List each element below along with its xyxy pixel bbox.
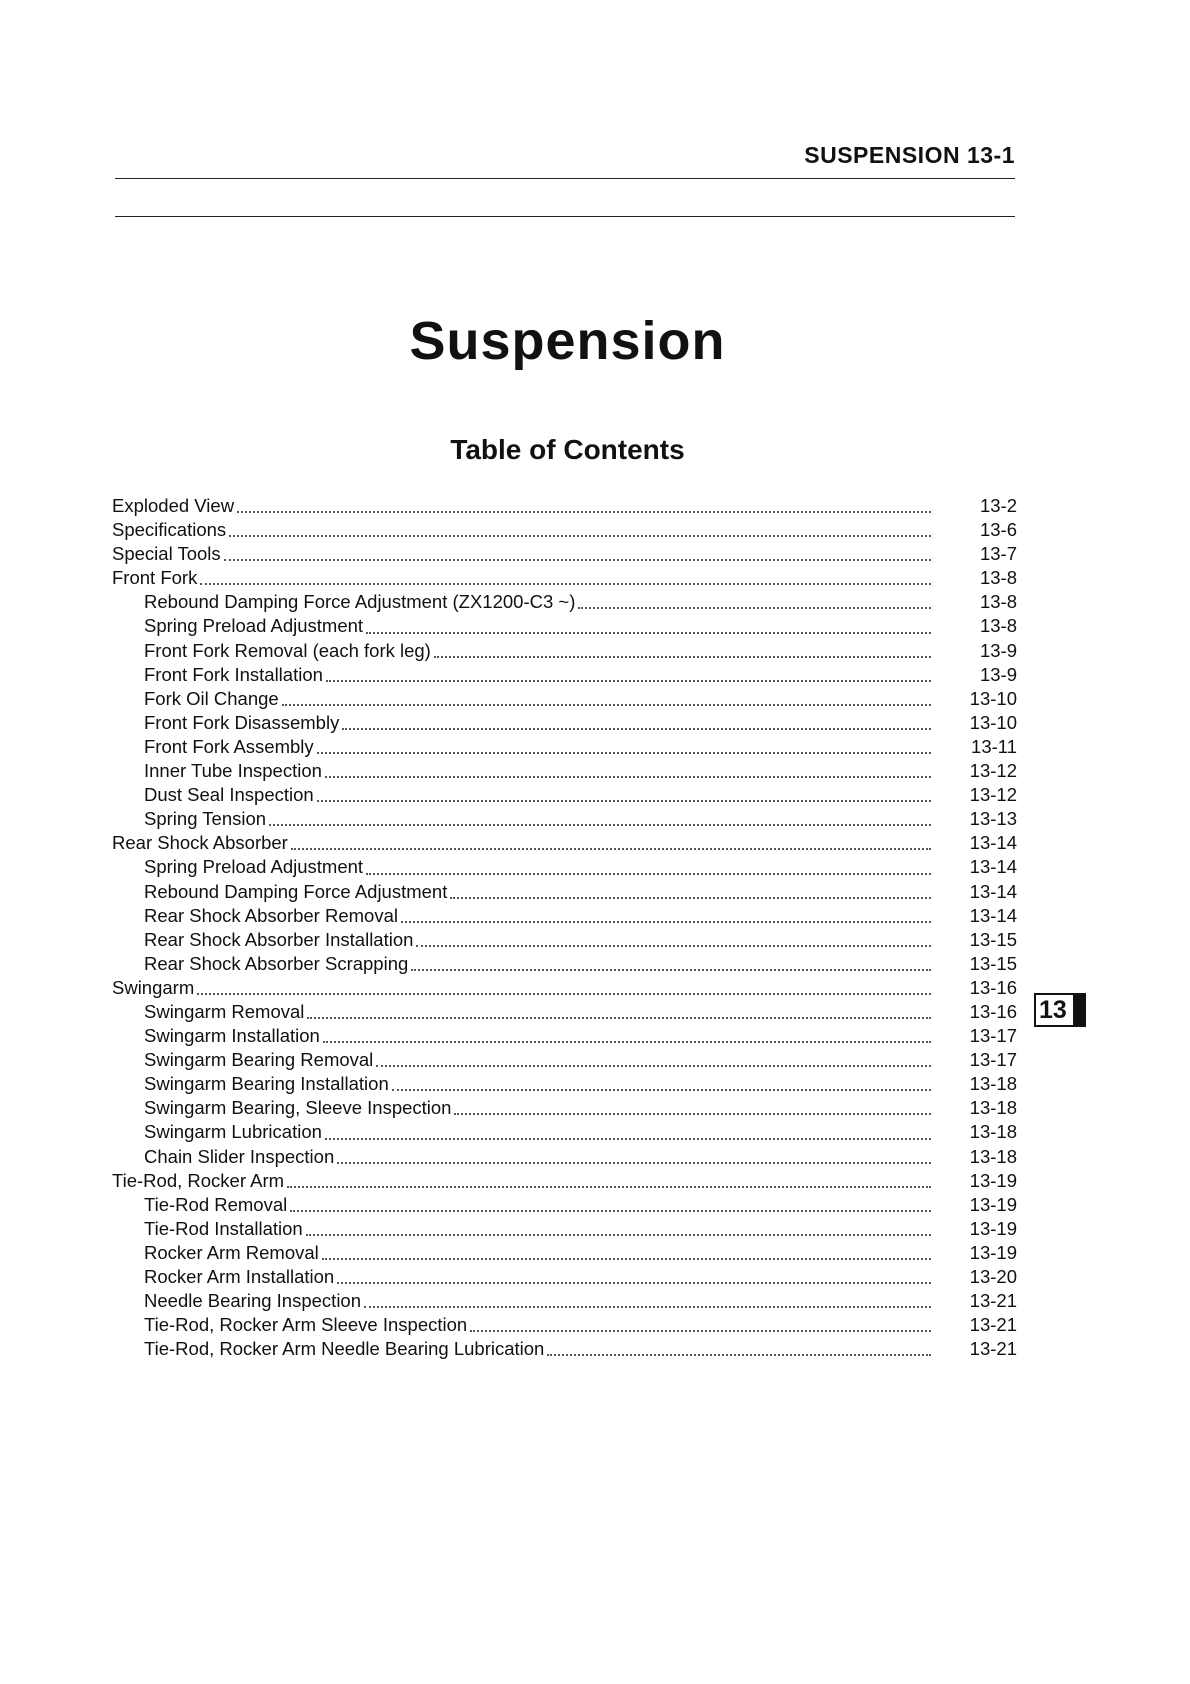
toc-entry[interactable]	[112, 831, 1017, 855]
toc-entry[interactable]	[112, 904, 1017, 928]
toc-entry-label: Fork Oil Change	[144, 687, 279, 709]
toc-entry[interactable]	[112, 1145, 1017, 1169]
toc-entry-label: Rear Shock Absorber Scrapping	[144, 952, 409, 974]
chapter-title: Suspension	[409, 311, 726, 371]
toc-entry-label: Swingarm Lubrication	[144, 1121, 322, 1143]
toc-leader-dots	[470, 1330, 931, 1332]
toc-entry-label: Swingarm Installation	[144, 1025, 320, 1047]
toc-entry-page: 13-9	[979, 663, 1017, 685]
toc-entry[interactable]	[112, 590, 1017, 614]
toc-leader-dots	[287, 1186, 931, 1188]
toc-entry-page: 13-10	[969, 711, 1017, 733]
toc-entry-page: 13-14	[969, 904, 1017, 926]
toc-entry-page: 13-17	[969, 1025, 1017, 1047]
toc-entry-label: Rebound Damping Force Adjustment (ZX1200-C3 ~)	[144, 591, 576, 613]
toc-entry-label: Spring Preload Adjustment	[144, 615, 364, 637]
toc-leader-dots	[376, 1065, 931, 1067]
toc-leader-dots	[322, 1258, 931, 1260]
toc-leader-dots	[326, 680, 931, 682]
toc-entry[interactable]	[112, 711, 1017, 735]
toc-entry-page: 13-21	[969, 1314, 1017, 1336]
toc-entry[interactable]	[112, 928, 1017, 952]
toc-entry-label: Front Fork Disassembly	[144, 711, 340, 733]
toc-leader-dots	[282, 704, 931, 706]
toc-leader-dots	[342, 728, 931, 730]
toc-entry[interactable]	[112, 1000, 1017, 1024]
toc-entry-page: 13-16	[969, 976, 1017, 998]
toc-entry[interactable]	[112, 1024, 1017, 1048]
toc-leader-dots	[325, 1138, 931, 1140]
toc-leader-dots	[547, 1354, 931, 1356]
toc-leader-dots	[416, 945, 931, 947]
toc-entry-page: 13-7	[979, 543, 1017, 565]
toc-entry[interactable]	[112, 880, 1017, 904]
toc-entry-page: 13-6	[979, 519, 1017, 541]
toc-entry-label: Front Fork Assembly	[144, 735, 314, 757]
toc-entry-label: Inner Tube Inspection	[144, 760, 322, 782]
toc-entry-page: 13-19	[969, 1241, 1017, 1263]
chapter-tab-marker	[1073, 995, 1084, 1025]
toc-entry-label: Spring Preload Adjustment	[144, 856, 364, 878]
toc-entry[interactable]	[112, 1265, 1017, 1289]
toc-leader-dots	[237, 511, 931, 513]
toc-leader-dots	[306, 1234, 931, 1236]
toc-entry-label: Rebound Damping Force Adjustment	[144, 880, 448, 902]
toc-entry[interactable]	[112, 1120, 1017, 1144]
toc-leader-dots	[337, 1282, 931, 1284]
chapter-tab	[1034, 993, 1086, 1027]
toc-entry-label: Rocker Arm Removal	[144, 1241, 319, 1263]
toc-entry-page: 13-21	[969, 1338, 1017, 1360]
toc-entry-label: Spring Tension	[144, 808, 267, 830]
toc-entry-page: 13-9	[979, 639, 1017, 661]
toc-leader-dots	[317, 800, 931, 802]
toc-entry-page: 13-19	[969, 1169, 1017, 1191]
toc-entry-label: Dust Seal Inspection	[144, 784, 314, 806]
toc-leader-dots	[269, 824, 931, 826]
header-rule-top	[115, 178, 1015, 179]
toc-leader-dots	[337, 1162, 931, 1164]
toc-entry-page: 13-21	[969, 1290, 1017, 1312]
toc-leader-dots	[291, 848, 931, 850]
toc-leader-dots	[411, 969, 931, 971]
toc-entry-label: Rear Shock Absorber Removal	[144, 904, 398, 926]
toc-entry[interactable]	[112, 807, 1017, 831]
toc-entry-label: Swingarm Removal	[144, 1000, 305, 1022]
toc-entry[interactable]	[112, 952, 1017, 976]
toc-entry-label: Tie-Rod, Rocker Arm Needle Bearing Lubrication	[144, 1338, 545, 1360]
toc-entry-page: 13-15	[969, 928, 1017, 950]
toc-leader-dots	[325, 776, 931, 778]
toc-entry-label: Exploded View	[112, 495, 235, 516]
toc-entry-page: 13-12	[969, 784, 1017, 806]
toc-entry[interactable]	[112, 1313, 1017, 1337]
toc-entry-page: 13-18	[969, 1073, 1017, 1095]
toc-entry-page: 13-18	[969, 1121, 1017, 1143]
toc-entry-label: Swingarm Bearing, Sleeve Inspection	[144, 1097, 452, 1119]
toc-entry-page: 13-15	[969, 952, 1017, 974]
toc-entry-label: Tie-Rod Installation	[144, 1217, 303, 1239]
toc-entry-label: Tie-Rod Removal	[144, 1193, 288, 1215]
toc-leader-dots	[224, 559, 931, 561]
toc-entry[interactable]	[112, 1217, 1017, 1241]
toc-entry[interactable]	[112, 494, 1017, 518]
toc-leader-dots	[317, 752, 931, 754]
toc-entry-page: 13-8	[979, 591, 1017, 613]
toc-leader-dots	[401, 921, 931, 923]
toc-entry-page: 13-11	[971, 735, 1017, 757]
toc-entry-page: 13-14	[969, 856, 1017, 878]
toc-entry[interactable]	[112, 663, 1017, 687]
toc-leader-dots	[364, 1306, 931, 1308]
toc-entry-label: Swingarm Bearing Removal	[144, 1049, 374, 1071]
toc-entry[interactable]	[112, 1289, 1017, 1313]
running-header: SUSPENSION 13-1	[804, 142, 1015, 168]
toc-leader-dots	[229, 535, 931, 537]
toc-entry-page: 13-19	[969, 1217, 1017, 1239]
toc-entry-page: 13-14	[969, 832, 1017, 854]
toc-entry-label: Special Tools	[112, 543, 221, 565]
toc-leader-dots	[454, 1113, 931, 1115]
toc-entry-label: Swingarm Bearing Installation	[144, 1073, 389, 1095]
toc-entry-page: 13-16	[969, 1000, 1017, 1022]
toc-entry[interactable]	[112, 566, 1017, 590]
toc-entry-page: 13-13	[969, 808, 1017, 830]
toc-leader-dots	[450, 897, 931, 899]
toc-entry-label: Specifications	[112, 519, 227, 541]
toc-entry-page: 13-20	[969, 1266, 1017, 1287]
toc-entry[interactable]	[112, 1048, 1017, 1072]
toc-entry[interactable]	[112, 1241, 1017, 1265]
toc-entry-page: 13-2	[979, 495, 1017, 516]
chapter-tab-number: 13	[1039, 996, 1067, 1024]
toc-entry-label: Front Fork	[112, 567, 198, 589]
toc-leader-dots	[290, 1210, 931, 1212]
toc-entry-label: Tie-Rod, Rocker Arm Sleeve Inspection	[144, 1314, 468, 1336]
toc-entry-page: 13-18	[969, 1097, 1017, 1119]
toc-entry[interactable]	[112, 783, 1017, 807]
toc-entry-page: 13-8	[979, 567, 1017, 589]
toc-entry[interactable]	[112, 1337, 1017, 1361]
toc-entry[interactable]	[112, 759, 1017, 783]
toc-entry-page: 13-10	[969, 687, 1017, 709]
toc-entry[interactable]	[112, 542, 1017, 566]
toc-leader-dots	[323, 1041, 931, 1043]
toc-entry-label: Rear Shock Absorber	[112, 832, 288, 854]
toc-entry[interactable]	[112, 1169, 1017, 1193]
toc-entry-page: 13-19	[969, 1193, 1017, 1215]
toc-entry[interactable]	[112, 1072, 1017, 1096]
toc-entry-label: Rocker Arm Installation	[144, 1266, 335, 1287]
toc-entry[interactable]	[112, 976, 1017, 1000]
header-rule-bottom	[115, 216, 1015, 217]
toc-entry-label: Needle Bearing Inspection	[144, 1290, 362, 1312]
toc-leader-dots	[366, 873, 931, 875]
toc-entry-label: Rear Shock Absorber Installation	[144, 928, 414, 950]
toc-leader-dots	[392, 1089, 931, 1091]
toc-entry-label: Front Fork Installation	[144, 663, 323, 685]
toc-entry[interactable]	[112, 1096, 1017, 1120]
toc-leader-dots	[200, 583, 931, 585]
table-of-contents	[112, 494, 1017, 1361]
toc-entry-page: 13-12	[969, 760, 1017, 782]
toc-leader-dots	[366, 632, 931, 634]
toc-entry[interactable]	[112, 1193, 1017, 1217]
toc-entry[interactable]	[112, 614, 1017, 638]
toc-entry[interactable]	[112, 518, 1017, 542]
toc-entry-label: Front Fork Removal (each fork leg)	[144, 639, 431, 661]
toc-entry[interactable]	[112, 855, 1017, 879]
toc-entry-page: 13-14	[969, 880, 1017, 902]
toc-entry-label: Swingarm	[112, 976, 195, 998]
toc-leader-dots	[578, 607, 931, 609]
toc-entry-page: 13-17	[969, 1049, 1017, 1071]
toc-entry-page: 13-18	[969, 1145, 1017, 1167]
toc-entry-page: 13-8	[979, 615, 1017, 637]
toc-leader-dots	[197, 993, 931, 995]
toc-entry-label: Chain Slider Inspection	[144, 1145, 335, 1167]
toc-entry-label: Tie-Rod, Rocker Arm	[112, 1169, 285, 1191]
toc-heading: Table of Contents	[450, 434, 685, 465]
toc-leader-dots	[434, 656, 931, 658]
toc-entry[interactable]	[112, 687, 1017, 711]
toc-leader-dots	[307, 1017, 931, 1019]
toc-entry[interactable]	[112, 735, 1017, 759]
toc-entry[interactable]	[112, 639, 1017, 663]
